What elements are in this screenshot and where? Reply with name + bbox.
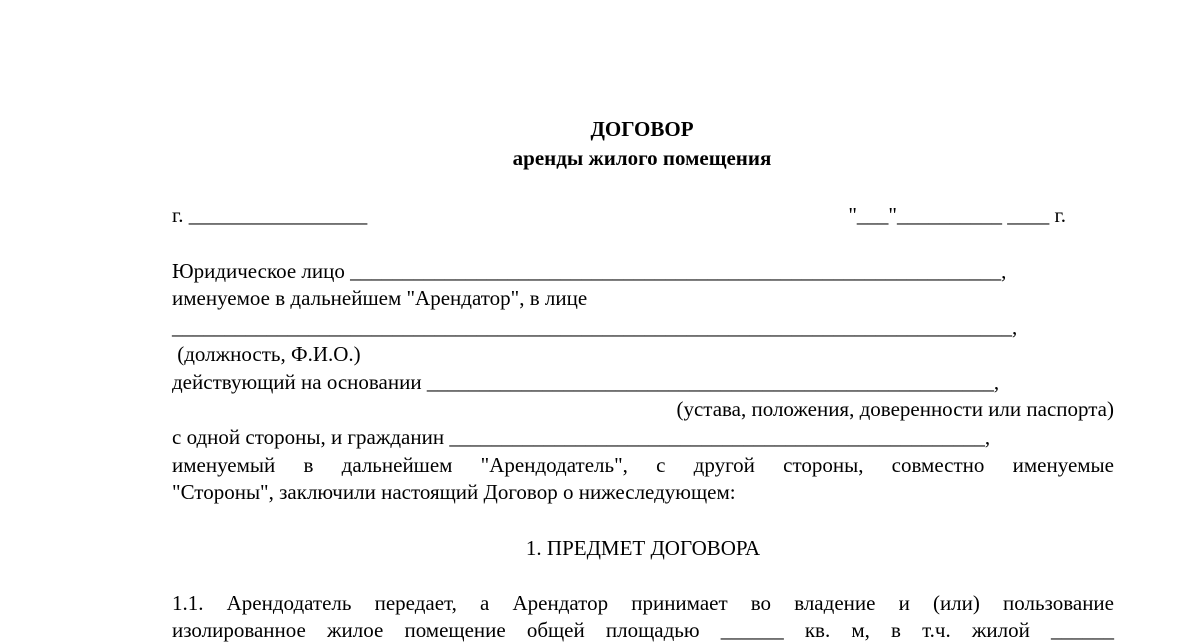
representative-blank-line: ________________________________________________________________________________, bbox=[172, 315, 1018, 339]
clause-1-1-line-2: изолированное жилое помещение общей площадью ______ кв. м, в т.ч. жилой ______ bbox=[172, 618, 1114, 642]
legal-entity-line: Юридическое лицо ______________________________________________________________, bbox=[172, 259, 1007, 283]
basis-hint: (устава, положения, доверенности или паспорта) bbox=[676, 397, 1114, 421]
tenant-designation-line: именуемое в дальнейшем "Арендатор", в лице bbox=[172, 286, 588, 310]
landlord-designation-line: именуемый в дальнейшем "Арендодатель", с другой стороны, совместно именуемые bbox=[172, 453, 1114, 477]
basis-line: действующий на основании ______________________________________________________, bbox=[172, 370, 1000, 394]
clause-1-1-line-1: 1.1. Арендодатель передает, а Арендатор принимает во владение и (или) пользование bbox=[172, 591, 1114, 615]
document-title: ДОГОВОР bbox=[590, 117, 694, 141]
position-name-hint: (должность, Ф.И.О.) bbox=[172, 342, 361, 366]
section-1-title: 1. ПРЕДМЕТ ДОГОВОРА bbox=[525, 536, 761, 560]
city-line: г. _________________ bbox=[172, 203, 368, 227]
document-subtitle: аренды жилого помещения bbox=[512, 146, 772, 170]
date-line: "___"__________ ____ г. bbox=[848, 203, 1066, 227]
citizen-line: с одной стороны, и гражданин ___________________________________________________, bbox=[172, 425, 991, 449]
parties-agreement-line: "Стороны", заключили настоящий Договор о нижеследующем: bbox=[172, 480, 736, 504]
